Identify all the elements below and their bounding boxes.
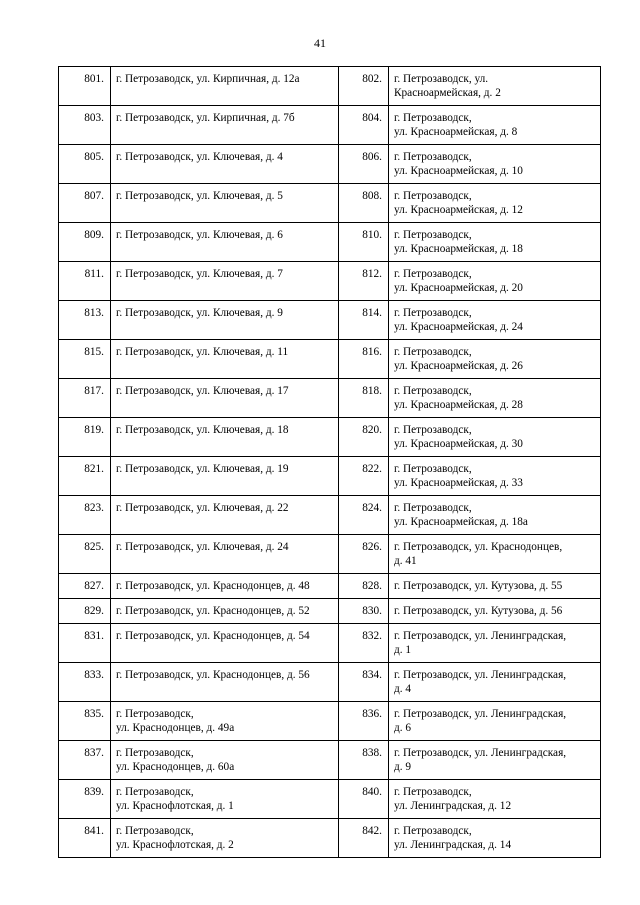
address-cell [389,418,601,457]
address-cell [111,106,339,145]
address-line: г. Петрозаводск, ул. Ключевая, д. 22 [116,502,289,514]
address-line: г. Петрозаводск, ул. Краснодонцев, д. 54 [116,630,310,642]
address-cell [389,780,601,819]
table-row [59,184,601,223]
row-number: 840. [339,780,389,819]
address-cell [389,496,601,535]
address-line: ул. Ленинградская, д. 12 [394,800,512,812]
address-line: г. Петрозаводск, [394,190,472,202]
row-number: 805. [59,145,111,184]
address-cell [111,624,339,663]
table-row [59,663,601,702]
address-line: ул. Красноармейская, д. 18 [394,243,523,255]
address-cell [389,457,601,496]
address-line: г. Петрозаводск, ул. Ключевая, д. 19 [116,463,289,475]
address-cell [389,184,601,223]
row-number: 828. [339,574,389,599]
row-number: 829. [59,599,111,624]
address-line: г. Петрозаводск, ул. Ключевая, д. 9 [116,307,283,319]
address-line: г. Петрозаводск, ул. Ключевая, д. 24 [116,541,289,553]
table-row [59,535,601,574]
table-row [59,262,601,301]
table-row [59,106,601,145]
address-cell [111,535,339,574]
row-number: 818. [339,379,389,418]
row-number: 817. [59,379,111,418]
address-cell [111,418,339,457]
address-cell [111,340,339,379]
row-number: 830. [339,599,389,624]
row-number: 837. [59,741,111,780]
address-line: ул. Красноармейская, д. 24 [394,321,523,333]
address-cell [111,184,339,223]
address-line: г. Петрозаводск, [394,463,472,475]
address-line: ул. Красноармейская, д. 8 [394,126,518,138]
address-line: ул. Ленинградская, д. 14 [394,839,512,851]
address-line: г. Петрозаводск, ул. Ленинградская, [394,630,567,642]
address-line: г. Петрозаводск, ул. Кутузова, д. 55 [394,580,563,592]
address-line: г. Петрозаводск, [394,307,472,319]
address-line: г. Петрозаводск, [394,112,472,124]
address-cell [389,301,601,340]
row-number: 815. [59,340,111,379]
address-line: г. Петрозаводск, ул. Ключевая, д. 5 [116,190,283,202]
table-row [59,418,601,457]
address-cell [111,819,339,858]
address-line: г. Петрозаводск, [116,708,194,720]
row-number: 826. [339,535,389,574]
address-line: г. Петрозаводск, [394,229,472,241]
address-line: г. Петрозаводск, [394,786,472,798]
address-line: ул. Красноармейская, д. 10 [394,165,523,177]
address-line: г. Петрозаводск, ул. Краснодонцев, д. 52 [116,605,310,617]
address-line: г. Петрозаводск, ул. Ленинградская, [394,708,567,720]
row-number: 803. [59,106,111,145]
address-line: г. Петрозаводск, ул. Кирпичная, д. 12а [116,73,300,85]
address-cell [111,457,339,496]
row-number: 821. [59,457,111,496]
address-line: г. Петрозаводск, ул. Ключевая, д. 11 [116,346,289,358]
row-number: 827. [59,574,111,599]
row-number: 835. [59,702,111,741]
address-cell [111,574,339,599]
table-row [59,780,601,819]
row-number: 809. [59,223,111,262]
table-row [59,819,601,858]
address-cell [111,741,339,780]
address-line: г. Петрозаводск, ул. Краснодонцев, [394,541,563,553]
address-cell [111,145,339,184]
address-line: д. 6 [394,722,412,734]
table-row [59,457,601,496]
address-cell [111,301,339,340]
address-line: ул. Красноармейская, д. 18а [394,516,528,528]
address-cell [389,223,601,262]
address-cell [111,780,339,819]
address-line: ул. Красноармейская, д. 12 [394,204,523,216]
address-cell [389,624,601,663]
address-table [58,66,601,858]
address-line: ул. Краснофлотская, д. 2 [116,839,234,851]
address-cell [389,535,601,574]
address-line: г. Петрозаводск, [394,424,472,436]
row-number: 811. [59,262,111,301]
address-line: г. Петрозаводск, [116,747,194,759]
row-number: 804. [339,106,389,145]
address-cell [111,67,339,106]
row-number: 833. [59,663,111,702]
address-line: г. Петрозаводск, ул. Краснодонцев, д. 56 [116,669,310,681]
row-number: 813. [59,301,111,340]
address-line: г. Петрозаводск, ул. Ключевая, д. 7 [116,268,283,280]
address-cell [389,106,601,145]
table-row [59,702,601,741]
table-row [59,496,601,535]
table-row [59,67,601,106]
row-number: 831. [59,624,111,663]
address-cell [111,663,339,702]
address-cell [389,574,601,599]
row-number: 838. [339,741,389,780]
address-cell [389,741,601,780]
row-number: 822. [339,457,389,496]
address-line: г. Петрозаводск, ул. Ленинградская, [394,669,567,681]
address-line: д. 9 [394,761,412,773]
address-line: д. 41 [394,555,417,567]
address-line: г. Петрозаводск, ул. Ключевая, д. 18 [116,424,289,436]
table-row [59,574,601,599]
row-number: 825. [59,535,111,574]
address-line: ул. Краснодонцев, д. 49а [116,722,235,734]
address-line: г. Петрозаводск, [394,825,472,837]
address-cell [111,262,339,301]
address-line: д. 4 [394,683,412,695]
address-line: ул. Красноармейская, д. 20 [394,282,523,294]
row-number: 841. [59,819,111,858]
row-number: 824. [339,496,389,535]
table-row [59,223,601,262]
address-cell [111,223,339,262]
row-number: 819. [59,418,111,457]
row-number: 802. [339,67,389,106]
address-line: ул. Красноармейская, д. 30 [394,438,523,450]
row-number: 816. [339,340,389,379]
address-line: г. Петрозаводск, [394,385,472,397]
address-line: г. Петрозаводск, [394,346,472,358]
address-cell [111,702,339,741]
address-cell [389,340,601,379]
row-number: 808. [339,184,389,223]
address-cell [389,599,601,624]
address-line: г. Петрозаводск, [116,786,194,798]
address-cell [111,599,339,624]
address-line: г. Петрозаводск, [394,268,472,280]
address-cell [389,67,601,106]
address-line: д. 1 [394,644,412,656]
row-number: 839. [59,780,111,819]
address-line: г. Петрозаводск, ул. [394,73,489,85]
address-line: г. Петрозаводск, ул. Краснодонцев, д. 48 [116,580,310,592]
table-row [59,624,601,663]
address-line: г. Петрозаводск, [394,502,472,514]
row-number: 812. [339,262,389,301]
table-row [59,379,601,418]
address-line: ул. Красноармейская, д. 28 [394,399,523,411]
address-table-body [59,67,601,858]
address-cell [389,702,601,741]
table-row [59,145,601,184]
address-line: г. Петрозаводск, ул. Ключевая, д. 6 [116,229,283,241]
page-number: 41 [314,36,326,50]
table-row [59,340,601,379]
address-cell [111,379,339,418]
row-number: 836. [339,702,389,741]
table-row [59,741,601,780]
address-line: г. Петрозаводск, ул. Ключевая, д. 17 [116,385,289,397]
address-line: г. Петрозаводск, ул. Ленинградская, [394,747,567,759]
row-number: 810. [339,223,389,262]
row-number: 820. [339,418,389,457]
row-number: 834. [339,663,389,702]
address-cell [389,819,601,858]
row-number: 832. [339,624,389,663]
address-cell [389,145,601,184]
address-cell [389,663,601,702]
row-number: 814. [339,301,389,340]
address-line: ул. Красноармейская, д. 33 [394,477,523,489]
row-number: 807. [59,184,111,223]
address-line: г. Петрозаводск, ул. Кирпичная, д. 7б [116,112,295,124]
address-cell [389,262,601,301]
address-line: ул. Краснофлотская, д. 1 [116,800,234,812]
row-number: 801. [59,67,111,106]
address-line: г. Петрозаводск, [394,151,472,163]
address-line: г. Петрозаводск, ул. Кутузова, д. 56 [394,605,563,617]
address-cell [111,496,339,535]
table-row [59,599,601,624]
address-cell [389,379,601,418]
address-line: г. Петрозаводск, [116,825,194,837]
address-line: ул. Красноармейская, д. 26 [394,360,523,372]
row-number: 806. [339,145,389,184]
row-number: 823. [59,496,111,535]
table-row [59,301,601,340]
address-line: ул. Краснодонцев, д. 60а [116,761,235,773]
row-number: 842. [339,819,389,858]
address-line: г. Петрозаводск, ул. Ключевая, д. 4 [116,151,283,163]
address-line: Красноармейская, д. 2 [394,87,501,99]
